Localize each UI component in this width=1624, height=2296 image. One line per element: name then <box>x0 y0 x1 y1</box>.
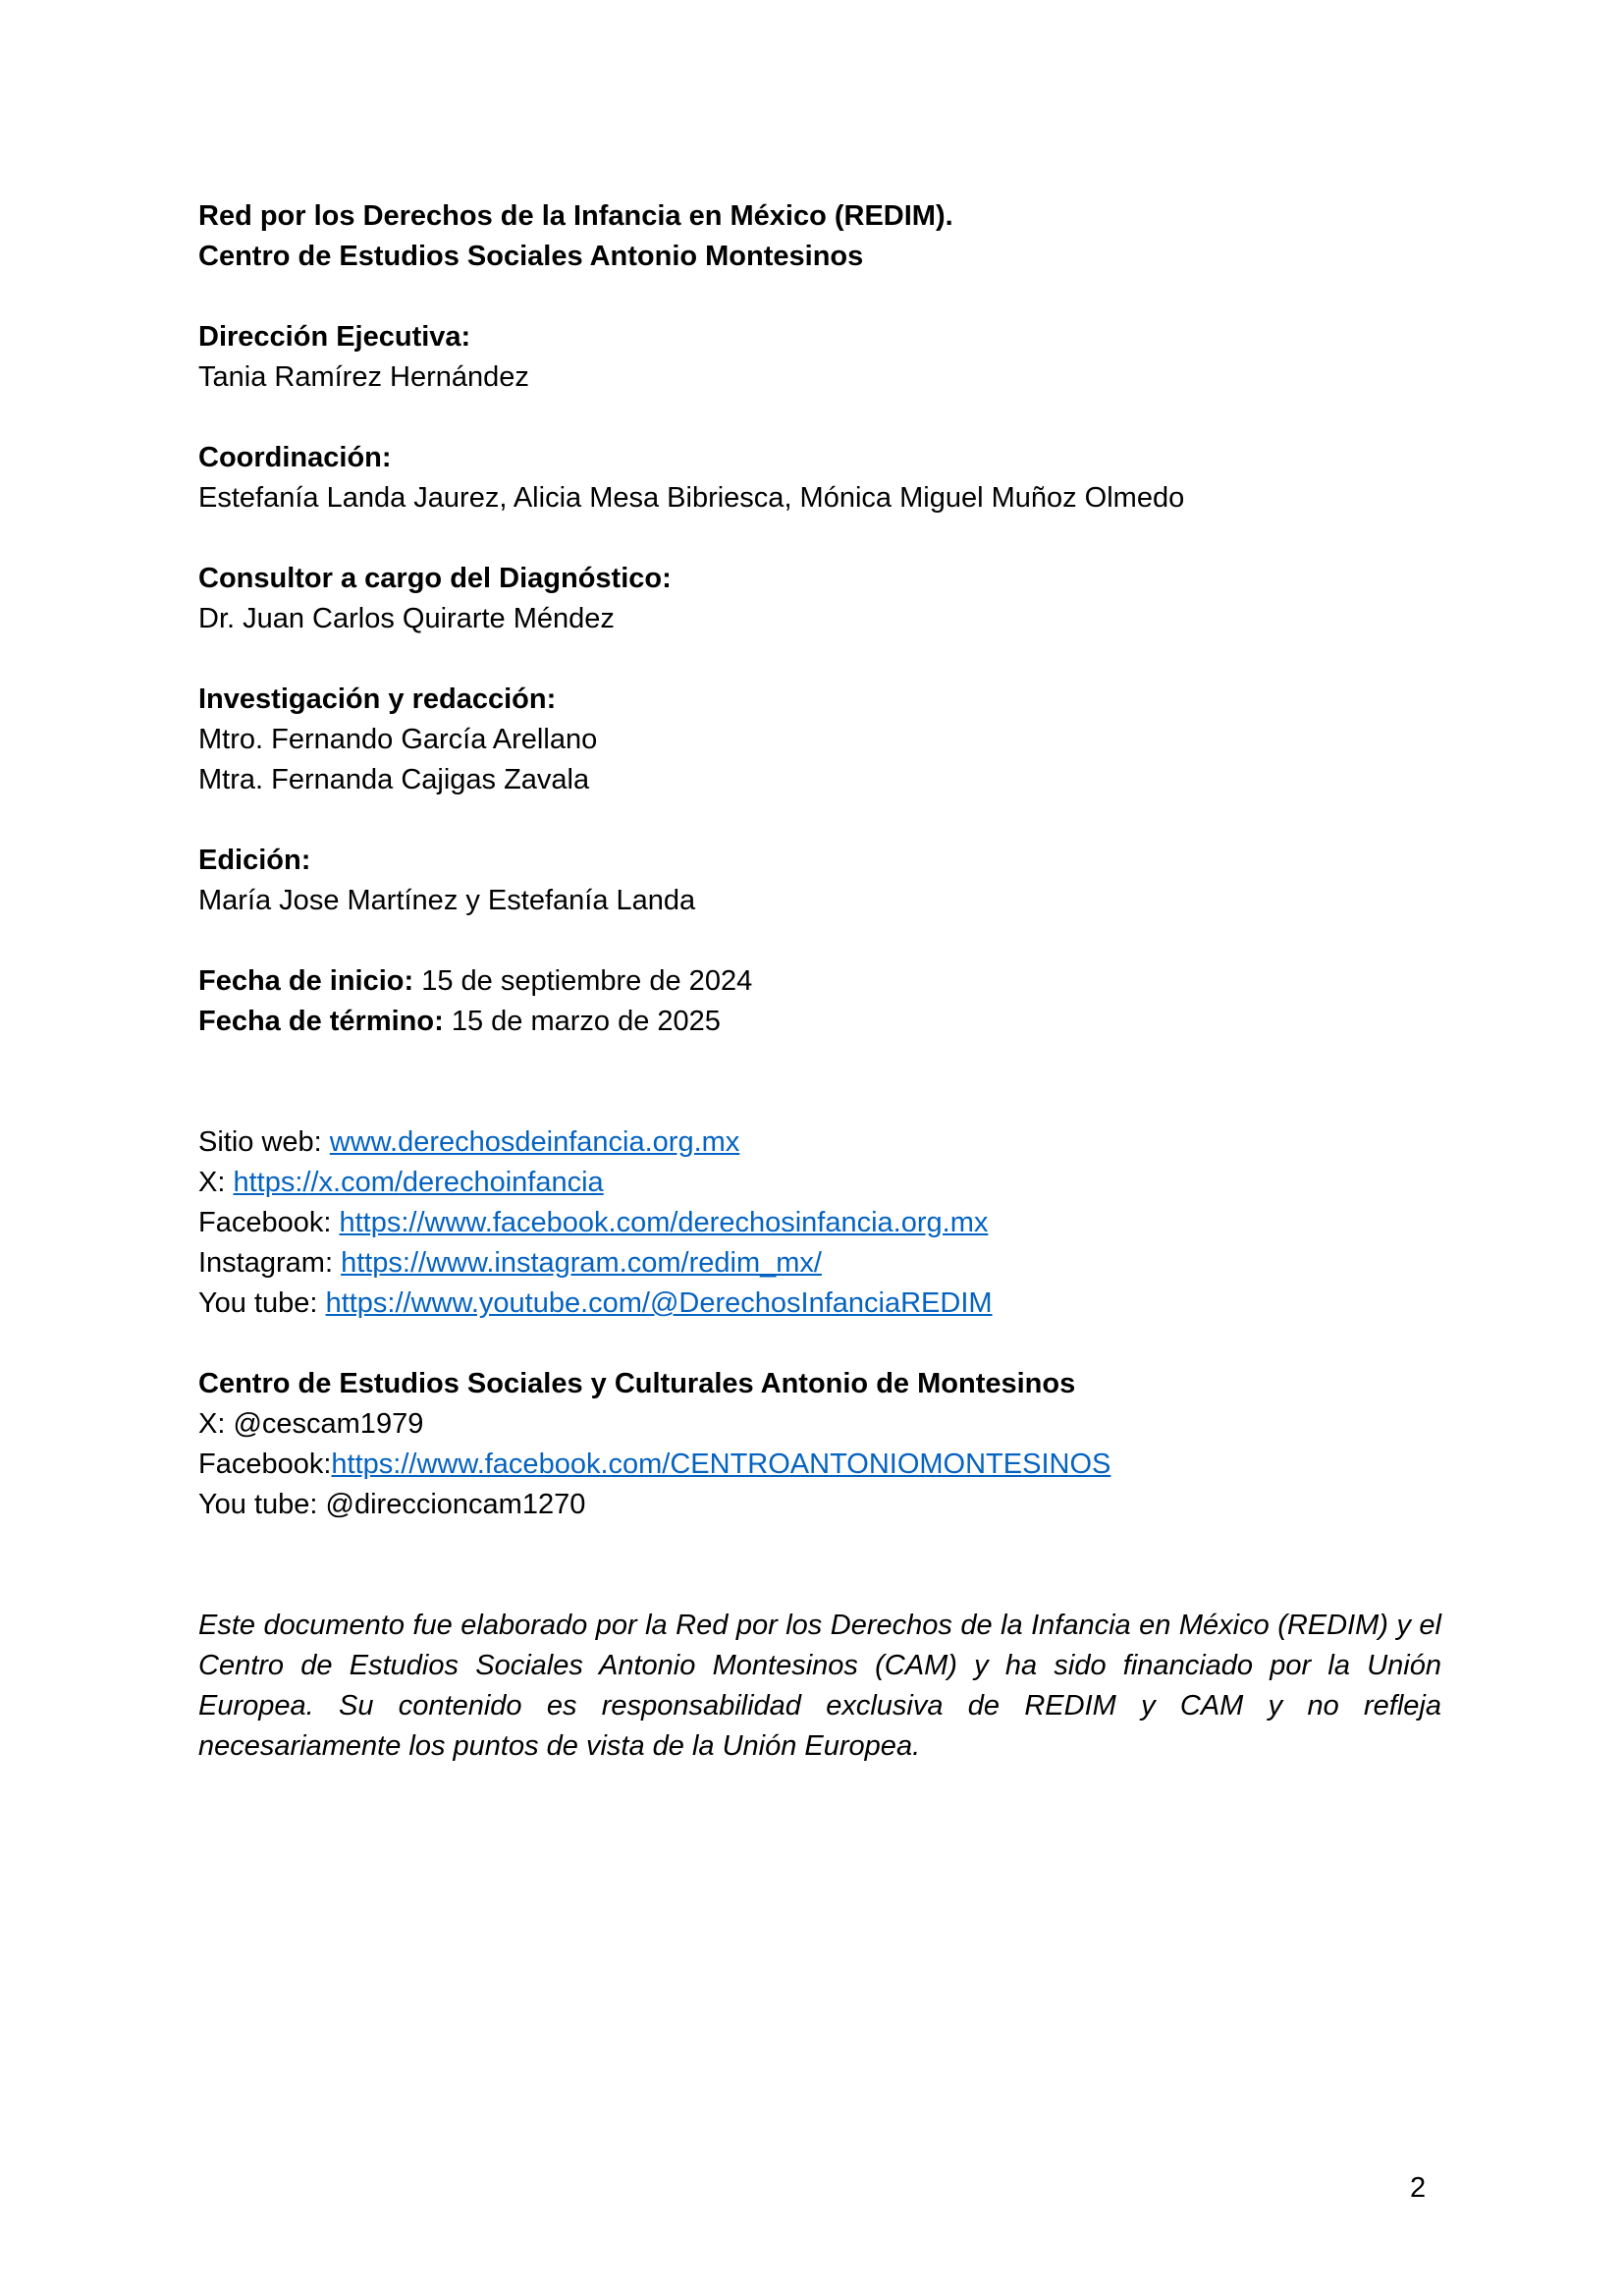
page-number: 2 <box>1410 2172 1427 2204</box>
credit-heading: Edición: <box>198 845 311 876</box>
project-dates <box>198 961 1441 1042</box>
website-line <box>198 1122 1441 1163</box>
x-link[interactable]: https://x.com/derechoinfancia <box>233 1167 604 1198</box>
link-label: X: <box>198 1167 234 1198</box>
facebook-line <box>198 1203 1441 1243</box>
cam-youtube: You tube: @direccioncam1270 <box>198 1489 586 1520</box>
org-title-cam: Centro de Estudios Sociales Antonio Montesinos <box>198 241 864 272</box>
link-label: Facebook: <box>198 1449 332 1480</box>
link-label: Facebook: <box>198 1207 340 1238</box>
credit-heading: Dirección Ejecutiva: <box>198 321 471 353</box>
facebook-link[interactable]: https://www.facebook.com/derechosinfancia.org.mx <box>339 1207 989 1238</box>
credits-consultor <box>198 559 1441 639</box>
credit-name: Mtro. Fernando García Arellano <box>198 724 598 755</box>
start-date <box>198 961 1441 1002</box>
cam-x: X: @cescam1979 <box>198 1408 424 1440</box>
instagram-link[interactable]: https://www.instagram.com/redim_mx/ <box>341 1247 822 1279</box>
cam-title: Centro de Estudios Sociales y Culturales Antonio de Montesinos <box>198 1368 1076 1399</box>
link-label: Instagram: <box>198 1247 342 1279</box>
website-link[interactable]: www.derechosdeinfancia.org.mx <box>329 1126 740 1158</box>
disclaimer-paragraph: Este documento fue elaborado por la Red por los Derechos de la Infancia en México (REDIM) y el Centro de Estudios Sociales Antonio Montesinos (CAM) y ha sido financiado por la Unión Europea. Su contenido es responsabilidad exclusiva de REDIM y CAM y no refleja necesariamente los puntos de vista de la Unión Europea. <box>198 1610 1441 1762</box>
end-date-label: Fecha de término: <box>198 1006 444 1037</box>
youtube-line <box>198 1284 1441 1324</box>
redim-links <box>198 1122 1441 1324</box>
start-date-value: 15 de septiembre de 2024 <box>413 965 753 997</box>
cam-facebook-link[interactable]: https://www.facebook.com/CENTROANTONIOMONTESINOS <box>331 1449 1111 1480</box>
credits-coordinacion <box>198 438 1441 519</box>
credit-heading: Coordinación: <box>198 442 392 473</box>
link-label: You tube: <box>198 1287 326 1319</box>
link-label: Sitio web: <box>198 1126 330 1158</box>
x-line <box>198 1163 1441 1203</box>
cam-facebook-line <box>198 1445 1441 1485</box>
credits-direccion <box>198 317 1441 398</box>
instagram-line <box>198 1243 1441 1284</box>
credit-heading: Investigación y redacción: <box>198 683 557 715</box>
youtube-link[interactable]: https://www.youtube.com/@DerechosInfanciaREDIM <box>325 1287 993 1319</box>
credit-name: Mtra. Fernanda Cajigas Zavala <box>198 764 590 795</box>
credits-investigacion <box>198 680 1441 800</box>
credits-edicion <box>198 841 1441 921</box>
credit-name: Estefanía Landa Jaurez, Alicia Mesa Bibriesca, Mónica Miguel Muñoz Olmedo <box>198 482 1185 514</box>
end-date-value: 15 de marzo de 2025 <box>443 1006 721 1037</box>
credit-name: Tania Ramírez Hernández <box>198 361 529 393</box>
end-date <box>198 1002 1441 1042</box>
credit-name: Dr. Juan Carlos Quirarte Méndez <box>198 603 615 634</box>
document-page <box>198 196 1441 1767</box>
credit-heading: Consultor a cargo del Diagnóstico: <box>198 563 672 594</box>
org-title-redim: Red por los Derechos de la Infancia en México (REDIM). <box>198 200 953 232</box>
credit-name: María Jose Martínez y Estefanía Landa <box>198 885 696 916</box>
cam-section <box>198 1364 1441 1525</box>
start-date-label: Fecha de inicio: <box>198 965 414 997</box>
